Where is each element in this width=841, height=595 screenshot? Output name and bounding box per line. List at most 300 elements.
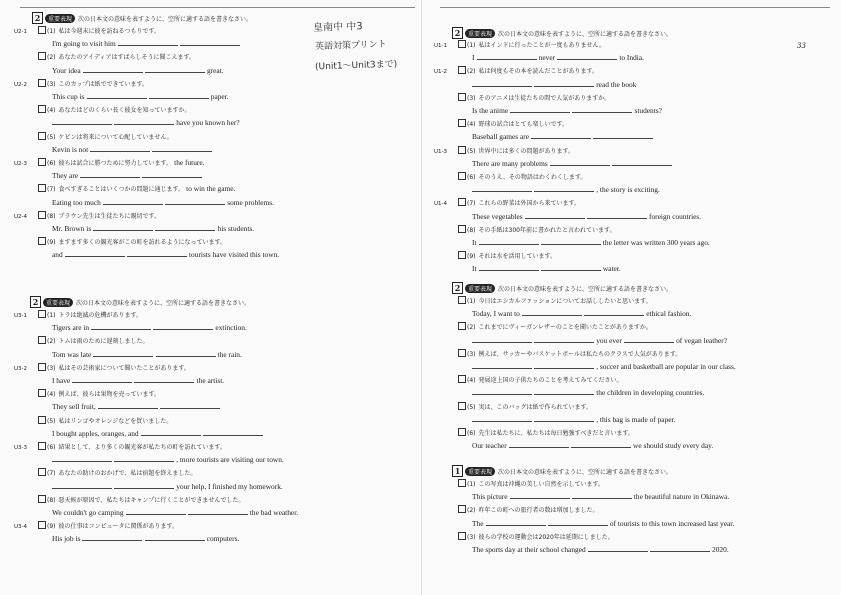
checkbox[interactable]: [458, 349, 466, 357]
checkbox[interactable]: [38, 158, 46, 166]
answer-blank[interactable]: [650, 545, 710, 552]
question-number: (4): [467, 377, 476, 385]
question-number: (1): [467, 298, 476, 305]
answer-blank[interactable]: [114, 482, 174, 489]
answer-row: [52, 482, 283, 492]
question-number: (1): [467, 42, 476, 49]
unit-label: U2-2: [14, 81, 28, 88]
section-instruction: 次の日本文の意味を表すように、空所に適する語を書きなさい。: [498, 469, 673, 476]
answer-blank[interactable]: [534, 336, 594, 343]
answer-blank[interactable]: [91, 323, 151, 330]
answer-row: [52, 429, 263, 439]
answer-blank[interactable]: [93, 350, 153, 357]
question-row: [14, 132, 173, 142]
english-tail: the bad weather.: [249, 508, 299, 517]
answer-blank[interactable]: [156, 350, 216, 357]
question-number: (3): [467, 533, 476, 541]
answer-blank[interactable]: [160, 402, 220, 409]
answer-blank[interactable]: [52, 482, 112, 489]
japanese-prompt: 私は何度もその本を読んだことがあります。: [478, 68, 599, 76]
section-tag: 重要表現: [43, 298, 73, 307]
answer-blank[interactable]: [472, 80, 532, 87]
answer-row: [472, 106, 662, 116]
answer-blank[interactable]: [83, 66, 143, 73]
answer-row: [472, 336, 727, 346]
japanese-prompt: この写真は沖縄の美しい自然を示しています。: [478, 481, 605, 488]
english-lead: Eating too much: [52, 197, 101, 207]
question-number: (9): [47, 239, 56, 247]
question-row: [434, 402, 592, 412]
question-number: (6): [47, 160, 56, 167]
answer-blank[interactable]: [541, 264, 601, 271]
handwritten-note-1: 皇南中 中3: [312, 21, 363, 34]
english-tail: computers.: [206, 534, 240, 544]
english-lead: Today, I want to: [472, 309, 520, 319]
question-number: (1): [467, 481, 476, 488]
english-lead: This cup is: [52, 92, 85, 101]
question-row: [434, 40, 605, 51]
english-tail: read the book: [596, 79, 637, 89]
checkbox[interactable]: [38, 52, 46, 60]
answer-blank[interactable]: [541, 238, 601, 245]
answer-blank[interactable]: [114, 118, 174, 125]
question-row: [434, 146, 574, 157]
english-lead: Tom was late: [52, 349, 92, 359]
answer-blank[interactable]: [118, 39, 178, 46]
english-lead: The: [472, 518, 484, 528]
japanese-prompt: 実は、このバッグは紙で作られています。: [478, 403, 593, 411]
answer-blank[interactable]: [165, 198, 225, 205]
handwritten-note-2: 英語対策プリント: [314, 39, 387, 53]
question-number: (8): [47, 212, 56, 220]
answer-blank[interactable]: [65, 250, 125, 257]
japanese-prompt: 食べすぎることはいくつかの問題に通じます。: [58, 186, 185, 194]
unit-label: U3-4: [14, 524, 28, 531]
answer-blank[interactable]: [472, 415, 532, 422]
answer-blank[interactable]: [87, 92, 147, 99]
checkbox[interactable]: [38, 495, 46, 503]
english-tail: great.: [206, 65, 224, 75]
answer-row: [472, 185, 660, 195]
checkbox[interactable]: [38, 211, 46, 219]
section-header: [452, 27, 672, 39]
section-instruction: 次の日本文の意味を表すように、空所に適する語を書きなさい。: [498, 286, 673, 293]
question-row: [14, 52, 195, 62]
question-row: [14, 310, 142, 321]
checkbox[interactable]: [458, 93, 466, 101]
english-tail: students?: [634, 106, 662, 115]
unit-label: U1-4: [434, 201, 448, 208]
question-row: [434, 428, 634, 438]
answer-blank[interactable]: [624, 336, 674, 343]
answer-blank[interactable]: [534, 415, 594, 422]
checkbox[interactable]: [458, 66, 466, 74]
checkbox[interactable]: [458, 532, 466, 540]
answer-blank[interactable]: [149, 92, 209, 99]
question-number: (3): [47, 80, 56, 88]
english-lead: They are: [52, 171, 79, 181]
answer-row: [52, 171, 202, 181]
english-lead: Your idea: [52, 65, 81, 75]
answer-blank[interactable]: [82, 534, 142, 541]
answer-blank[interactable]: [571, 441, 631, 448]
section-number: 2: [32, 12, 43, 24]
japanese-prompt: 私はその芸術家について聞いたことがあります。: [58, 364, 190, 372]
question-number: (8): [47, 496, 56, 504]
checkbox[interactable]: [458, 479, 466, 487]
english-tail: , the story is exciting.: [596, 185, 660, 195]
japanese-prompt: 野球の試合はとても楽しいです。: [478, 121, 569, 129]
english-tail: to win the game.: [186, 184, 236, 194]
answer-row: [472, 264, 621, 274]
section-header: [30, 296, 250, 308]
unit-label: U2-3: [14, 161, 28, 167]
answer-blank[interactable]: [572, 106, 632, 113]
answer-row: [52, 455, 284, 465]
japanese-prompt: ますます多くの観光客がこの町を訪れるようになっています。: [58, 239, 227, 247]
checkbox[interactable]: [458, 428, 466, 436]
section-number: 1: [452, 465, 463, 477]
question-row: [14, 363, 190, 374]
answer-row: [52, 250, 279, 260]
section-number: 2: [30, 296, 41, 308]
question-row: [434, 172, 586, 182]
answer-row: [52, 118, 240, 128]
unit-label: U3-2: [14, 365, 28, 372]
japanese-prompt: 例えば、彼らは果物を売っています。: [58, 391, 161, 399]
english-lead: His job is: [52, 534, 81, 544]
answer-blank[interactable]: [80, 171, 140, 178]
column-divider: [421, 0, 422, 595]
answer-row: [472, 238, 710, 248]
checkbox[interactable]: [38, 310, 46, 318]
answer-blank[interactable]: [477, 53, 537, 60]
answer-blank[interactable]: [593, 132, 653, 139]
checkbox[interactable]: [458, 375, 466, 383]
checkbox[interactable]: [38, 105, 46, 113]
checkbox[interactable]: [458, 322, 466, 330]
answer-blank[interactable]: [153, 323, 213, 330]
answer-blank[interactable]: [145, 66, 205, 73]
question-number: (5): [47, 417, 56, 425]
answer-blank[interactable]: [188, 508, 248, 515]
answer-blank[interactable]: [534, 362, 594, 369]
answer-blank[interactable]: [142, 171, 202, 178]
question-number: (1): [47, 312, 56, 319]
question-number: (9): [47, 523, 56, 531]
answer-blank[interactable]: [548, 519, 608, 526]
question-row: [14, 158, 205, 169]
question-number: (7): [47, 470, 56, 478]
question-row: [14, 184, 235, 194]
question-number: (6): [467, 430, 476, 437]
checkbox[interactable]: [458, 251, 466, 259]
english-lead: I have: [52, 376, 71, 385]
answer-blank[interactable]: [180, 39, 240, 46]
answer-blank[interactable]: [141, 429, 201, 436]
answer-blank[interactable]: [510, 492, 570, 499]
section-header: [32, 12, 252, 24]
question-number: (8): [467, 226, 476, 234]
answer-blank[interactable]: [612, 159, 672, 166]
english-tail: the beautiful nature in Okinawa.: [633, 492, 730, 502]
answer-row: [472, 519, 734, 529]
answer-blank[interactable]: [98, 402, 158, 409]
answer-row: [472, 212, 701, 222]
english-tail: his students.: [217, 224, 255, 233]
answer-row: [52, 534, 239, 544]
checkbox[interactable]: [38, 132, 46, 140]
japanese-prompt: ブラウン先生は生徒たちに親切です。: [58, 212, 161, 220]
checkbox[interactable]: [38, 184, 46, 192]
english-tail-2: of vegan leather?: [676, 335, 727, 345]
answer-blank[interactable]: [472, 336, 532, 343]
answer-row: [52, 145, 212, 155]
answer-blank[interactable]: [584, 309, 644, 316]
english-lead: I: [472, 53, 475, 63]
section-tag: 重要表現: [465, 29, 495, 38]
english-lead: It: [472, 238, 477, 247]
japanese-prompt: 私はインドに行ったことが一度もありません。: [478, 42, 605, 49]
handwritten-note-3: (Unit1〜Unit3まで): [314, 59, 398, 73]
checkbox[interactable]: [38, 79, 46, 87]
answer-blank[interactable]: [525, 212, 585, 219]
checkbox[interactable]: [38, 468, 46, 476]
checkbox[interactable]: [458, 119, 466, 127]
section-tag: 重要表現: [465, 467, 495, 476]
japanese-prompt: 私はリンゴやオレンジなどを買いました。: [58, 417, 173, 425]
checkbox[interactable]: [458, 172, 466, 180]
answer-blank[interactable]: [588, 545, 648, 552]
answer-blank[interactable]: [572, 492, 632, 499]
question-row: [14, 442, 226, 453]
section-header: [452, 282, 672, 294]
question-row: [14, 521, 178, 532]
answer-blank[interactable]: [472, 388, 532, 395]
english-tail: , soccer and basketball are popular in our class.: [596, 362, 736, 371]
japanese-prompt: これまでにヴィーガンレザーのことを聞いたことがありますか。: [478, 324, 652, 332]
question-row: [14, 416, 172, 426]
japanese-prompt: 先生は私たちに、私たちは毎日勉強すべきだと言います。: [478, 430, 634, 437]
answer-row: [52, 39, 240, 49]
answer-blank[interactable]: [203, 429, 263, 436]
checkbox[interactable]: [38, 26, 46, 34]
english-tail: your help, I finished my homework.: [176, 481, 283, 491]
japanese-prompt: 昨年この町への旅行者の数は増加しました。: [478, 507, 599, 515]
japanese-prompt: 悪天候が原因で、私たちはキャンプに行くことができませんでした。: [58, 496, 245, 504]
answer-blank[interactable]: [522, 309, 582, 316]
japanese-prompt: 世界中には多くの問題があります。: [478, 147, 575, 155]
unit-label: U1-3: [434, 148, 448, 155]
checkbox[interactable]: [38, 521, 46, 529]
japanese-prompt: 発展途上国の子供たちのことを考えてみてください。: [478, 377, 623, 385]
unit-label: U3-1: [14, 313, 28, 319]
answer-blank[interactable]: [155, 224, 215, 231]
answer-blank[interactable]: [126, 508, 186, 515]
question-row: [434, 505, 599, 515]
section-instruction: 次の日本文の意味を表すように、空所に適する語を書きなさい。: [78, 16, 253, 23]
checkbox[interactable]: [458, 225, 466, 233]
japanese-prompt: その手紙は300年前に書かれたと言われています。: [478, 226, 616, 234]
answer-row: [52, 350, 242, 360]
answer-blank[interactable]: [534, 388, 594, 395]
answer-blank[interactable]: [72, 376, 132, 383]
question-row: [434, 296, 652, 306]
question-row: [434, 375, 623, 385]
answer-blank[interactable]: [479, 238, 539, 245]
english-lead: This picture: [472, 492, 508, 502]
english-tail: the rain.: [217, 349, 242, 359]
english-lead: Tigers are in: [52, 323, 90, 333]
answer-row: [472, 388, 704, 398]
japanese-prompt: そのアニメは生徒たちの間で人気がありますか。: [478, 94, 611, 102]
english-tail: we should study every day.: [633, 441, 714, 451]
answer-row: [52, 66, 224, 76]
answer-blank[interactable]: [531, 132, 591, 139]
answer-blank[interactable]: [90, 145, 150, 152]
section-instruction: 次の日本文の意味を表すように、空所に適する語を書きなさい。: [498, 31, 673, 38]
checkbox[interactable]: [458, 198, 466, 206]
answer-row: [472, 415, 675, 425]
question-number: (1): [47, 28, 56, 35]
section-number: 2: [452, 27, 463, 39]
question-number: (9): [467, 253, 476, 261]
english-tail: water.: [602, 264, 621, 274]
answer-blank[interactable]: [534, 185, 594, 192]
question-number: (4): [47, 391, 56, 399]
checkbox[interactable]: [38, 237, 46, 245]
english-lead: They sell fruit,: [52, 402, 96, 412]
question-row: [434, 479, 604, 489]
english-lead: Baseball games are: [472, 132, 530, 142]
japanese-prompt: あなたのアイディアはすばらしそうに聞こえます。: [58, 54, 196, 62]
english-tail: ethical fashion.: [646, 309, 692, 319]
answer-blank[interactable]: [52, 455, 112, 462]
english-tail: you ever: [596, 335, 622, 345]
question-row: [434, 93, 610, 103]
question-number: (2): [467, 68, 476, 76]
unit-label: U2-1: [14, 29, 28, 35]
section-tag: 重要表現: [465, 284, 495, 293]
question-row: [434, 349, 681, 359]
unit-label: U3-3: [14, 445, 28, 451]
english-tail: have you known her?: [176, 118, 240, 128]
english-tail: to India.: [619, 53, 644, 63]
answer-blank[interactable]: [145, 534, 205, 541]
checkbox[interactable]: [38, 363, 46, 371]
japanese-prompt: このカップは紙でできています。: [58, 80, 148, 88]
checkbox[interactable]: [458, 402, 466, 410]
answer-blank[interactable]: [472, 362, 532, 369]
japanese-prompt: それは水を活用しています。: [478, 253, 557, 261]
question-row: [434, 532, 614, 542]
checkbox[interactable]: [38, 389, 46, 397]
answer-blank[interactable]: [486, 519, 546, 526]
english-lead: and: [52, 250, 63, 260]
japanese-prompt: 彼らの学校の運動会は2020年は延期にしました。: [478, 533, 614, 541]
section-header: [452, 465, 672, 477]
answer-row: [472, 492, 729, 502]
checkbox[interactable]: [458, 505, 466, 513]
answer-blank[interactable]: [127, 250, 187, 257]
answer-row: [472, 441, 713, 451]
answer-blank[interactable]: [152, 145, 212, 152]
top-rule-left: [20, 7, 415, 8]
answer-blank[interactable]: [510, 106, 570, 113]
japanese-prompt: これらの野菜は外国から来ています。: [478, 200, 581, 208]
answer-row: [472, 53, 644, 63]
answer-blank[interactable]: [114, 455, 174, 462]
question-row: [14, 79, 148, 90]
answer-row: [472, 362, 736, 372]
question-number: (4): [467, 121, 476, 129]
japanese-prompt: トラは絶滅の危機があります。: [58, 312, 143, 319]
japanese-prompt: 結果として、より多くの観光客が私たちの町を訪れています。: [58, 444, 226, 451]
question-row: [14, 389, 160, 399]
english-mid: never: [538, 53, 556, 63]
english-tail: paper.: [210, 92, 229, 101]
section-instruction: 次の日本文の意味を表すように、空所に適する語を書きなさい。: [76, 300, 251, 307]
english-lead: We couldn't go camping: [52, 508, 124, 517]
japanese-prompt: そのうえ、その物語はわくわくします。: [478, 174, 587, 181]
question-row: [434, 66, 598, 77]
answer-blank[interactable]: [550, 159, 610, 166]
answer-blank[interactable]: [103, 198, 163, 205]
question-number: (7): [467, 200, 476, 208]
question-row: [14, 211, 160, 222]
japanese-prompt: 私は今週末に彼を訪ねるつもりです。: [58, 28, 160, 35]
checkbox[interactable]: [458, 296, 466, 304]
checkbox[interactable]: [38, 442, 46, 450]
english-tail: the children in developing countries.: [596, 388, 705, 398]
checkbox[interactable]: [38, 416, 46, 424]
japanese-prompt: あなたの助けのおかげで、私は宿題を終えました。: [58, 470, 197, 478]
question-number: (2): [467, 507, 476, 515]
japanese-prompt: あなたはどのくらい長く彼女を知っていますか。: [58, 107, 191, 115]
question-number: (6): [467, 174, 476, 181]
answer-blank[interactable]: [52, 118, 112, 125]
answer-blank[interactable]: [134, 376, 194, 383]
answer-blank[interactable]: [479, 264, 539, 271]
checkbox[interactable]: [458, 146, 466, 154]
answer-row: [472, 80, 636, 90]
answer-row: [472, 159, 672, 169]
section-tag: 重要表現: [45, 14, 75, 23]
question-row: [434, 119, 568, 129]
answer-blank[interactable]: [93, 224, 153, 231]
answer-row: [52, 508, 298, 518]
japanese-prompt: 例えば、サッカーやバスケットボールは私たちのクラスで人気があります。: [478, 350, 682, 358]
question-number: (3): [47, 364, 56, 372]
english-lead: Our teacher: [472, 441, 507, 451]
answer-row: [52, 376, 224, 386]
unit-label: U2-4: [14, 213, 28, 220]
answer-row: [52, 402, 220, 412]
english-tail: tourists have visited this town.: [189, 250, 280, 260]
answer-blank[interactable]: [557, 53, 617, 60]
english-lead: Mr. Brown is: [52, 224, 92, 233]
english-lead: I'm going to visit him: [52, 39, 116, 49]
answer-blank[interactable]: [509, 441, 569, 448]
answer-blank[interactable]: [587, 212, 647, 219]
answer-blank[interactable]: [472, 185, 532, 192]
question-row: [14, 336, 149, 346]
answer-blank[interactable]: [534, 80, 594, 87]
question-row: [14, 26, 160, 37]
checkbox[interactable]: [38, 336, 46, 344]
english-tail: extinction.: [215, 323, 247, 333]
checkbox[interactable]: [458, 40, 466, 48]
